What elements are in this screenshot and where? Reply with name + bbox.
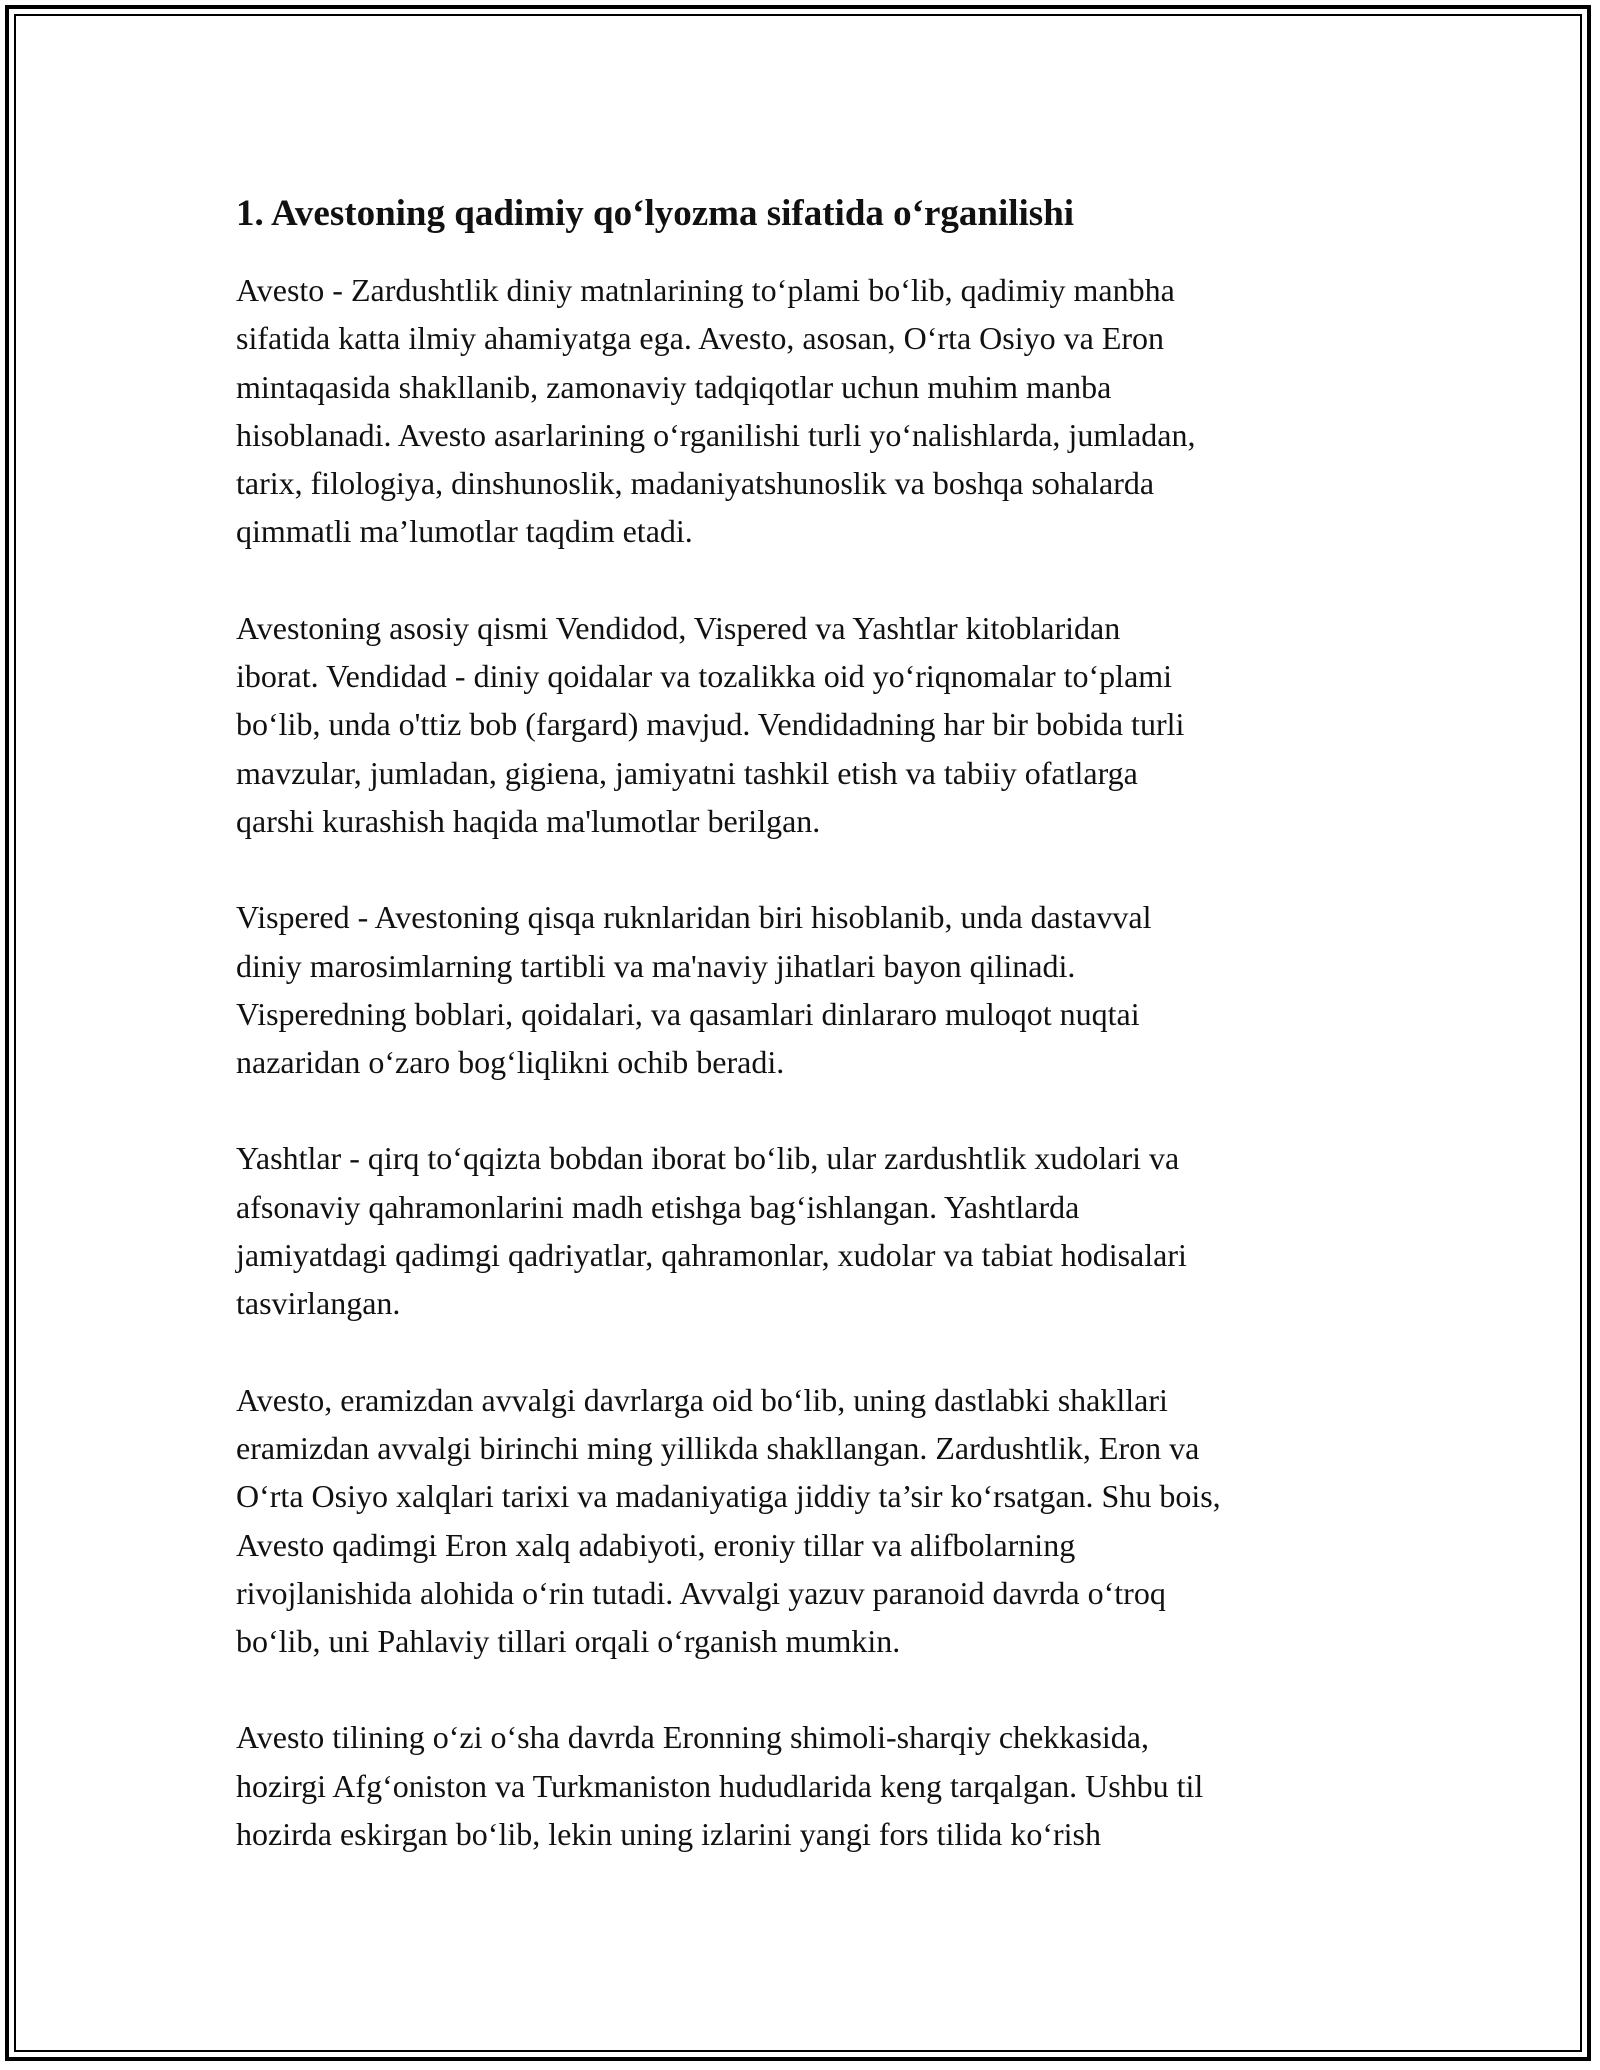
- document-body: [236, 186, 1376, 1906]
- paragraph-yashtlar: Yashtlar - qirq to‘qqizta bobdan iborat bo‘lib, ular zardushtlik xudolari va afsonaviy qahramonlarini madh etishga bag‘ishlangan. Yashtlarda jamiyatdagi qadimgi qadriyatlar, qahramonlar, xudolar va tabiat hodisalari tasvirlangan.: [236, 1140, 1187, 1322]
- paragraph-language: Avesto tilining o‘zi o‘sha davrda Eronning shimoli-sharqiy chekkasida, hozirgi Afg‘oniston va Turkmaniston hududlarida keng tarqalgan. Ushbu til hozirda eskirgan bo‘lib, lekin uning izlarini yangi fors tilida ko‘rish: [236, 1719, 1204, 1853]
- paragraph-vendidad: Avestoning asosiy qismi Vendidod, Vispered va Yashtlar kitoblaridan iborat. Vendidad - diniy qoidalar va tozalikka oid yo‘riqnomalar to‘plami bo‘lib, unda o'ttiz bob (fargard) mavjud. Vendidadning har bir bobida turli mavzular, jumladan, gigiena, jamiyatni tashkil etish va tabiiy ofatlarga qarshi kurashish haqida ma'lumotlar berilgan.: [236, 609, 1185, 839]
- paragraph-vispered: Vispered - Avestoning qisqa ruknlaridan biri hisoblanib, unda dastavval diniy marosimlarning tartibli va ma'naviy jihatlari bayon qilinadi. Visperedning boblari, qoidalari, va qasamlari dinlararo muloqot nuqtai nazaridan o‘zaro bog‘liqlikni ochib beradi.: [236, 899, 1152, 1081]
- section-heading: 1. Avestoning qadimiy qo‘lyozma sifatida o‘rganilishi: [236, 193, 1075, 234]
- paragraph-intro: Avesto - Zardushtlik diniy matnlarining to‘plami bo‘lib, qadimiy manbha sifatida katta ilmiy ahamiyatga ega. Avesto, asosan, O‘rta Osiyo va Eron mintaqasida shakllanib, zamonaviy tadqiqotlar uchun muhim manba hisoblanadi. Avesto asarlarining o‘rganilishi turli yo‘nalishlarda, jumladan, tarix, filologiya, dinshunoslik, madaniyatshunoslik va boshqa sohalarda qimmatli ma’lumotlar taqdim etadi.: [236, 272, 1196, 550]
- paragraph-history: Avesto, eramizdan avvalgi davrlarga oid bo‘lib, uning dastlabki shakllari eramizdan avvalgi birinchi ming yillikda shakllangan. Zardushtlik, Eron va O‘rta Osiyo xalqlari tarixi va madaniyatiga jiddiy ta’sir ko‘rsatgan. Shu bois, Avesto qadimgi Eron xalq adabiyoti, eroniy tillar va alifbolarning rivojlanishida alohida o‘rin tutadi. Avvalgi yazuv paranoid davrda o‘troq bo‘lib, uni Pahlaviy tillari orqali o‘rganish mumkin.: [236, 1381, 1221, 1660]
